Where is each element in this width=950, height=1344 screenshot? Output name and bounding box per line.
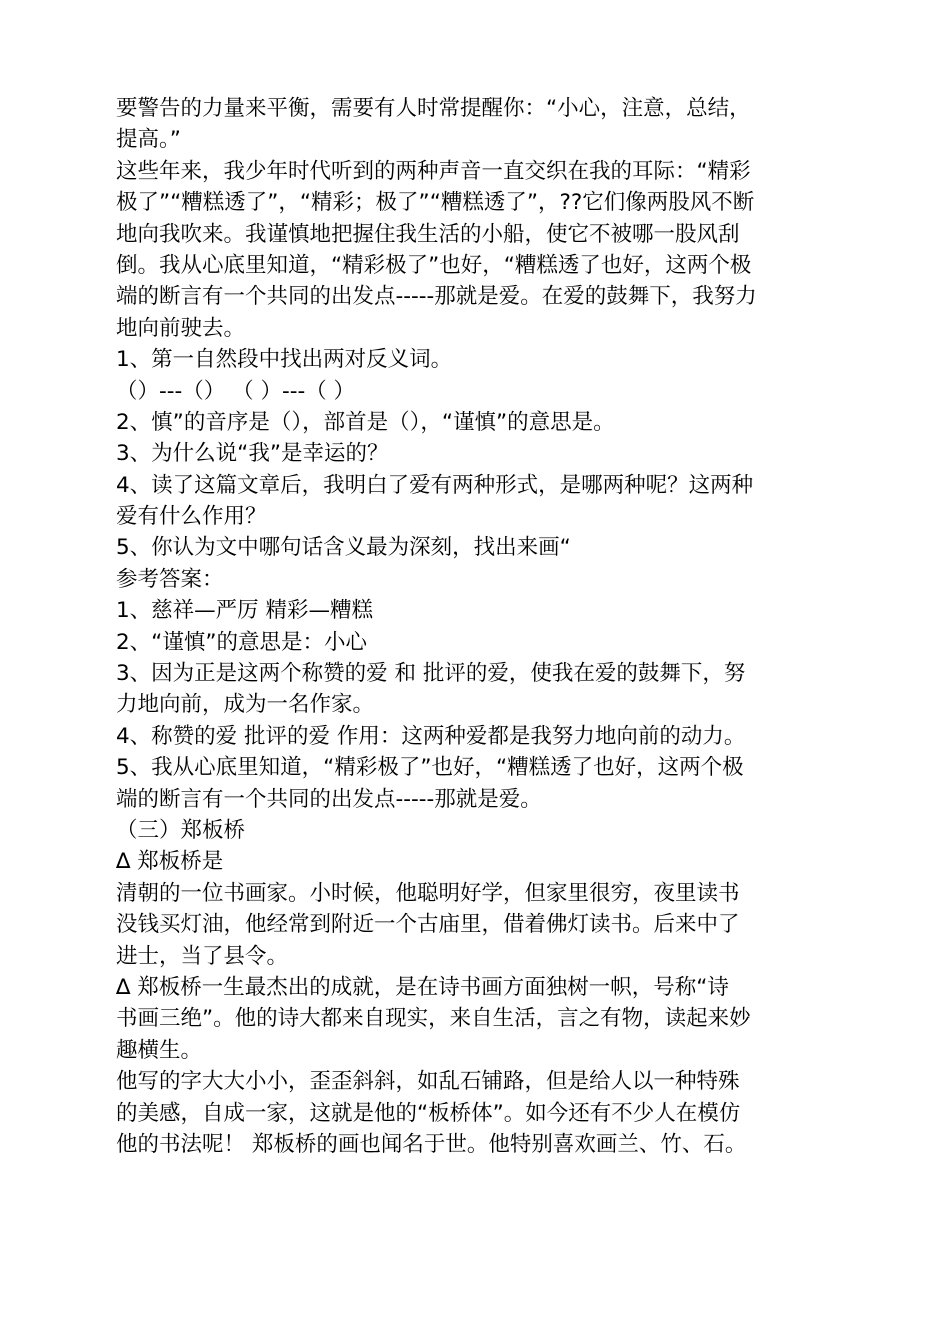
text-line: ∆ 郑板桥一生最杰出的成就，是在诗书画方面独树一帜，号称“诗 — [116, 974, 729, 1000]
text-line: 倒。我从心底里知道，“精彩极了”也好，“糟糕透了也好，这两个极 — [116, 252, 752, 278]
question-line: 1、第一自然段中找出两对反义词。 — [116, 347, 453, 373]
question-line: （）---（） （ ）---（ ） — [116, 378, 356, 404]
text-line: 地向前驶去。 — [116, 315, 246, 341]
text-line: ∆ 郑板桥是 — [116, 849, 224, 875]
question-line: 2、慎”的音序是（），部首是（），“谨慎”的意思是。 — [116, 409, 615, 435]
document-body — [116, 93, 836, 1160]
text-line: 他的书法呢！ 郑板桥的画也闻名于世。他特别喜欢画兰、竹、石。 — [116, 1131, 747, 1157]
answer-line: 5、我从心底里知道，“精彩极了”也好，“糟糕透了也好，这两个极 — [116, 755, 744, 781]
answer-line: 端的断言有一个共同的出发点-----那就是爱。 — [116, 786, 542, 812]
answer-heading: 参考答案： — [116, 566, 224, 592]
text-line: 进士，当了县令。 — [116, 943, 289, 969]
text-line: 没钱买灯油，他经常到附近一个古庙里，借着佛灯读书。后来中了 — [116, 912, 740, 938]
question-line: 4、读了这篇文章后，我明白了爱有两种形式，是哪两种呢？这两种 — [116, 472, 754, 498]
section-heading: （三）郑板桥 — [116, 817, 246, 843]
text-line: 的美感，自成一家，这就是他的“板桥体”。如今还有不少人在模仿 — [116, 1100, 741, 1126]
text-line: 清朝的一位书画家。小时候，他聪明好学，但家里很穷，夜里读书 — [116, 880, 740, 906]
question-line: 3、为什么说“我”是幸运的？ — [116, 441, 389, 467]
answer-line: 1、慈祥—严厉 精彩—糟糕 — [116, 598, 374, 624]
text-line: 书画三绝”。他的诗大都来自现实，来自生活，言之有物，读起来妙 — [116, 1006, 751, 1032]
text-line: 端的断言有一个共同的出发点-----那就是爱。在爱的鼓舞下，我努力 — [116, 284, 757, 310]
answer-line: 4、称赞的爱 批评的爱 作用：这两种爱都是我努力地向前的动力。 — [116, 723, 746, 749]
answer-line: 力地向前，成为一名作家。 — [116, 692, 375, 718]
text-line: 极了”“糟糕透了”，“精彩；极了”“糟糕透了”，??它们像两股风不断 — [116, 190, 755, 216]
answer-line: 3、因为正是这两个称赞的爱 和 批评的爱，使我在爱的鼓舞下，努 — [116, 661, 746, 687]
text-line: 提高。” — [116, 127, 181, 153]
text-line: 这些年来，我少年时代听到的两种声音一直交织在我的耳际：“精彩 — [116, 158, 751, 184]
answer-line: 2、“谨慎”的意思是：小心 — [116, 629, 367, 655]
question-line: 爱有什么作用？ — [116, 504, 267, 530]
text-line: 地向我吹来。我谨慎地把握住我生活的小船，使它不被哪一股风刮 — [116, 221, 740, 247]
text-line: 要警告的力量来平衡，需要有人时常提醒你：“小心，注意，总结， — [116, 96, 751, 121]
text-line: 他写的字大大小小，歪歪斜斜，如乱石铺路，但是给人以一种特殊 — [116, 1069, 740, 1095]
text-line: 趣横生。 — [116, 1037, 203, 1063]
question-line: 5、你认为文中哪句话含义最为深刻，找出来画“ — [116, 535, 571, 561]
